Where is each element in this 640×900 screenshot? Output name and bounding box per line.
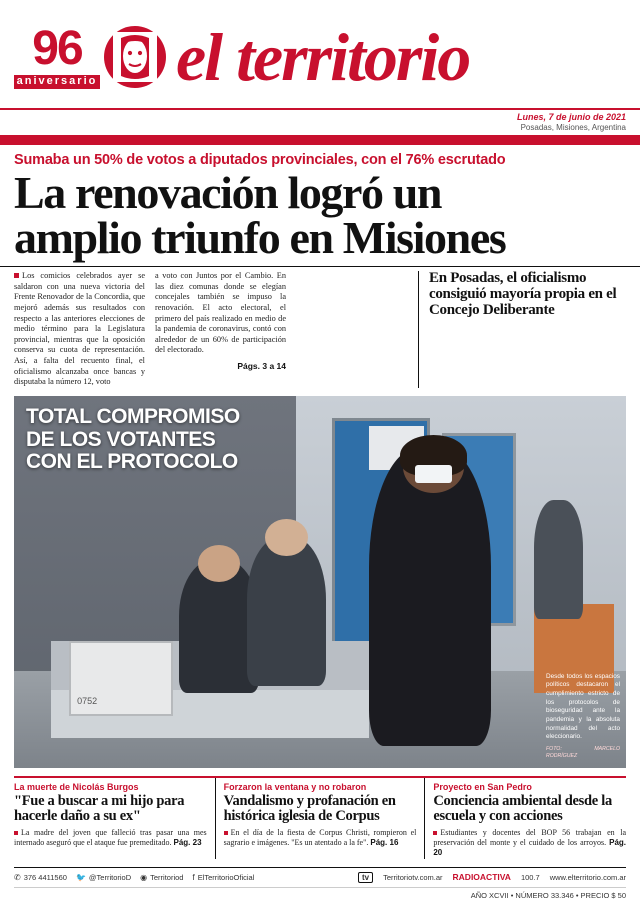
anniversary-number: 96 [32,22,82,75]
whatsapp-contact[interactable] [14,873,67,882]
photo-overlay-line-2: DE LOS VOTANTES [26,427,216,451]
photo-credit: FOTO: MARCELO RODRÍGUEZ [546,745,620,759]
lead-headline-line-2: amplio triunfo en Misiones [14,212,506,264]
phone-number: 376 4411560 [23,872,67,882]
twitter-name: @TerritorioD [88,872,132,882]
brief-page: Pág. 23 [173,838,202,848]
brief-item-1[interactable] [14,778,215,859]
brief-kicker: Forzaron la ventana y no robaron [223,781,367,792]
lead-column-2 [155,271,286,388]
lead-kicker: Sumaba un 50% de votos a diputados provinciales, con el 76% escrutado [14,152,506,168]
red-square-bullet-icon [433,831,437,835]
lead-columns [14,271,408,388]
anniversary-label: aniversario [14,75,100,89]
brief-page: Pág. 16 [370,838,399,848]
facebook-icon: f [192,872,195,882]
photo-person-background [534,500,583,619]
ballot-box-number: 0752 [77,695,98,706]
publication-date: Lunes, 7 de junio de 2021 [516,112,626,122]
edition-info: AÑO XCVII • NÚMERO 33.346 • PRECIO $ 50 [14,887,626,900]
instagram-name: Territoriod [150,872,184,882]
photo-person-seated-center [247,537,327,686]
social-links [14,873,254,882]
newspaper-wordmark: el territorio [176,18,470,95]
indigenous-face-logo-icon [104,26,166,88]
brief-item-2[interactable] [215,778,425,859]
lead-pages-reference: Págs. 3 a 14 [237,361,286,372]
date-bar [0,108,640,136]
photo-caption [546,673,620,760]
face-mask-icon [415,465,452,484]
lead-column-1 [14,271,145,388]
photo-overlay-line-3: CON EL PROTOCOLO [26,450,238,474]
publication-place: Posadas, Misiones, Argentina [520,123,626,132]
lead-body-1: Los comicios celebrados ayer se saldaron con una nueva victoria del Frente Renovador de la Concordia, que mejoró además sus resultados con respecto a las anteriores elecciones de medio término para la Legislatura provincial, mientras que la oposición conserva su cuota de representación. Así, a falta del recuento final, el oficialismo alcanzaba once bancas y disputaba la número 12, voto [14,271,145,387]
red-square-bullet-icon [14,831,18,835]
brief-headline: "Fue a buscar a mi hijo para hacerle daño a su ex" [14,792,185,824]
bottom-briefs [14,776,626,859]
red-square-bullet-icon [224,831,228,835]
footer-contact-bar [14,867,626,883]
brief-headline: Vandalismo y profanación en histórica iglesia de Corpus [223,792,396,824]
phone-icon: ✆ [14,872,21,882]
brief-headline: Conciencia ambiental desde la escuela y con acciones [433,792,612,824]
brief-body-text: Estudiantes y docentes del BOP 56 trabajan en la preservación del monte y el cuidado de los arroyos. [433,827,627,848]
photo-head-left [198,545,241,582]
photo-head-center [265,519,308,556]
instagram-icon: ◉ [140,872,148,882]
photo-overlay-line-1: TOTAL COMPROMISO [26,404,240,428]
brief-kicker: La muerte de Nicolás Burgos [14,781,139,792]
brief-body-text: En el día de la fiesta de Corpus Christi, rompieron el sagrario e imágenes. "Es un atentado a la fe". [223,827,417,848]
lead-headline-line-1: La renovación logró un [14,167,442,218]
red-square-bullet-icon [14,273,19,278]
photo-person-standing [369,448,491,746]
brief-body [14,828,207,849]
radio-brand: RADIOACTIVA [452,872,511,883]
main-photo [14,396,626,768]
masthead [0,0,640,108]
facebook-name: ElTerritorioOficial [197,872,255,882]
brief-item-3[interactable] [424,778,626,859]
brief-body-text: La madre del joven que falleció tras pasar una mes internado aseguró que el ataque fue premeditado. [14,827,207,848]
secondary-story-headline: En Posadas, el oficialismo consiguió mayoría propia en el Concejo Deliberante [429,270,617,318]
brief-body [224,828,417,849]
tv-site[interactable]: Territoriotv.com.ar [383,872,443,882]
tv-badge[interactable]: tv [358,872,373,883]
instagram-handle[interactable] [140,873,183,882]
anniversary-badge [14,22,100,89]
brief-body [433,828,626,859]
lead-headline [0,167,640,266]
photo-overlay-title [26,406,240,474]
photo-ballot-box [69,641,173,715]
twitter-icon: 🐦 [75,872,86,882]
lead-block [0,266,640,394]
website-url[interactable]: www.elterritorio.com.ar [549,872,626,882]
brief-kicker: Proyecto en San Pedro [433,781,532,792]
footer-media-brands [358,872,626,883]
brief-page: Pág. 20 [433,838,627,858]
secondary-story-box[interactable] [418,271,626,388]
lead-body-2: a voto con Juntos por el Cambio. En las diez comunas donde se elegían concejales también se impuso la renovación. El acto electoral, el primero del país realizado en medio de la pandemia de coronavirus, contó con alrededor de un 60% de participación del electorado. [155,271,286,355]
twitter-handle[interactable] [76,873,131,882]
radio-frequency: 100.7 [520,872,540,882]
red-divider [0,136,640,145]
facebook-handle[interactable] [192,873,254,882]
photo-caption-text: Desde todos los espacios políticos destacaron el cumplimiento estricto de los protocolos de bioseguridad ante la pandemia y la absoluta normalidad del acto eleccionario. [546,672,620,741]
